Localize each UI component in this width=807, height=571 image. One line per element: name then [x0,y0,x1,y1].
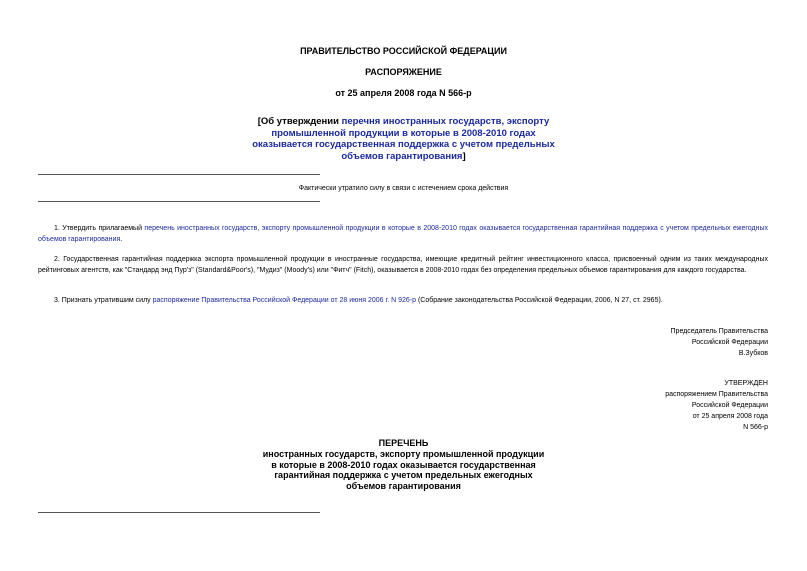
paragraph-1-link[interactable]: перечень иностранных государств, экспорту промышленной продукции в которые в 2008-2010 годах оказывается государственная гарантийная поддержка с учетом предельных ежегодных объемов гарантирования [38,225,768,243]
title-open-bracket: [Об утверждении [257,116,342,127]
divider-list [38,512,320,513]
paragraph-1-suffix: . [120,235,123,243]
list-title-line-5: объемов гарантирования [346,481,461,492]
government-heading: ПРАВИТЕЛЬСТВО РОССИЙСКОЙ ФЕДЕРАЦИИ [300,46,507,56]
approval-block [665,378,768,433]
list-title-line-1: ПЕРЕЧЕНЬ [378,438,429,448]
document-date-number: от 25 апреля 2008 года N 566-р [335,88,472,98]
paragraph-2 [38,255,768,276]
status-note: Фактически утратило силу в связи с истечением срока действия [298,185,509,192]
title-link-line4[interactable]: объемов гарантирования [341,150,463,162]
signature-line-1: Председатель Правительства [670,328,768,335]
approval-line-3: Российской Федерации [691,402,768,409]
signature-block [671,326,768,359]
paragraph-2-text: 2. Государственная гарантийная поддержка экспорта промышленной продукции в иностранные государства, имеющие кредитный рейтинг инвестиционного класса, присвоенный одним из таких международных рейтинговых агентств, как "Стандард энд Пур'з" (Standard&Poor's), "Мудиз" (Moody's) или "Фитч" (Fitch), оказывается в 2008-2010 годах без определения предельных объемов гарантирования для каждого государства. [38,256,768,274]
title-link-line1[interactable]: перечня иностранных государств, экспорту [341,116,550,127]
document-title [0,116,807,162]
title-link-line2[interactable]: промышленной продукции в которые в 2008-2010 годах [271,127,536,139]
signature-name: В.Зубков [738,350,768,357]
divider-top [38,174,320,175]
title-close-bracket: ] [462,150,466,162]
paragraph-1 [38,224,768,245]
paragraph-1-prefix: 1. Утвердить прилагаемый [54,225,145,232]
document-type: РАСПОРЯЖЕНИЕ [365,67,442,77]
paragraph-3-suffix: (Собрание законодательства Российской Федерации, 2006, N 27, ст. 2965). [416,297,663,304]
list-title-line-4: гарантийная поддержка с учетом предельных ежегодных [274,470,533,481]
paragraph-3 [38,296,768,307]
approval-line-1: УТВЕРЖДЕН [724,380,768,387]
title-link-line3[interactable]: оказывается государственная поддержка с учетом предельных [252,139,555,151]
list-title-line-2: иностранных государств, экспорту промышленной продукции [262,448,545,459]
list-title [0,438,807,492]
paragraph-3-prefix: 3. Признать утратившим силу [54,297,153,304]
divider-bottom [38,201,320,202]
approval-line-5: N 566-р [743,424,768,431]
approval-line-2: распоряжением Правительства [665,391,768,398]
list-title-line-3: в которые в 2008-2010 годах оказывается государственная [271,459,536,470]
signature-line-2: Российской Федерации [691,339,768,346]
paragraph-3-link[interactable]: распоряжение Правительства Российской Федерации от 28 июня 2006 г. N 926-р [152,297,417,304]
approval-line-4: от 25 апреля 2008 года [692,413,768,420]
